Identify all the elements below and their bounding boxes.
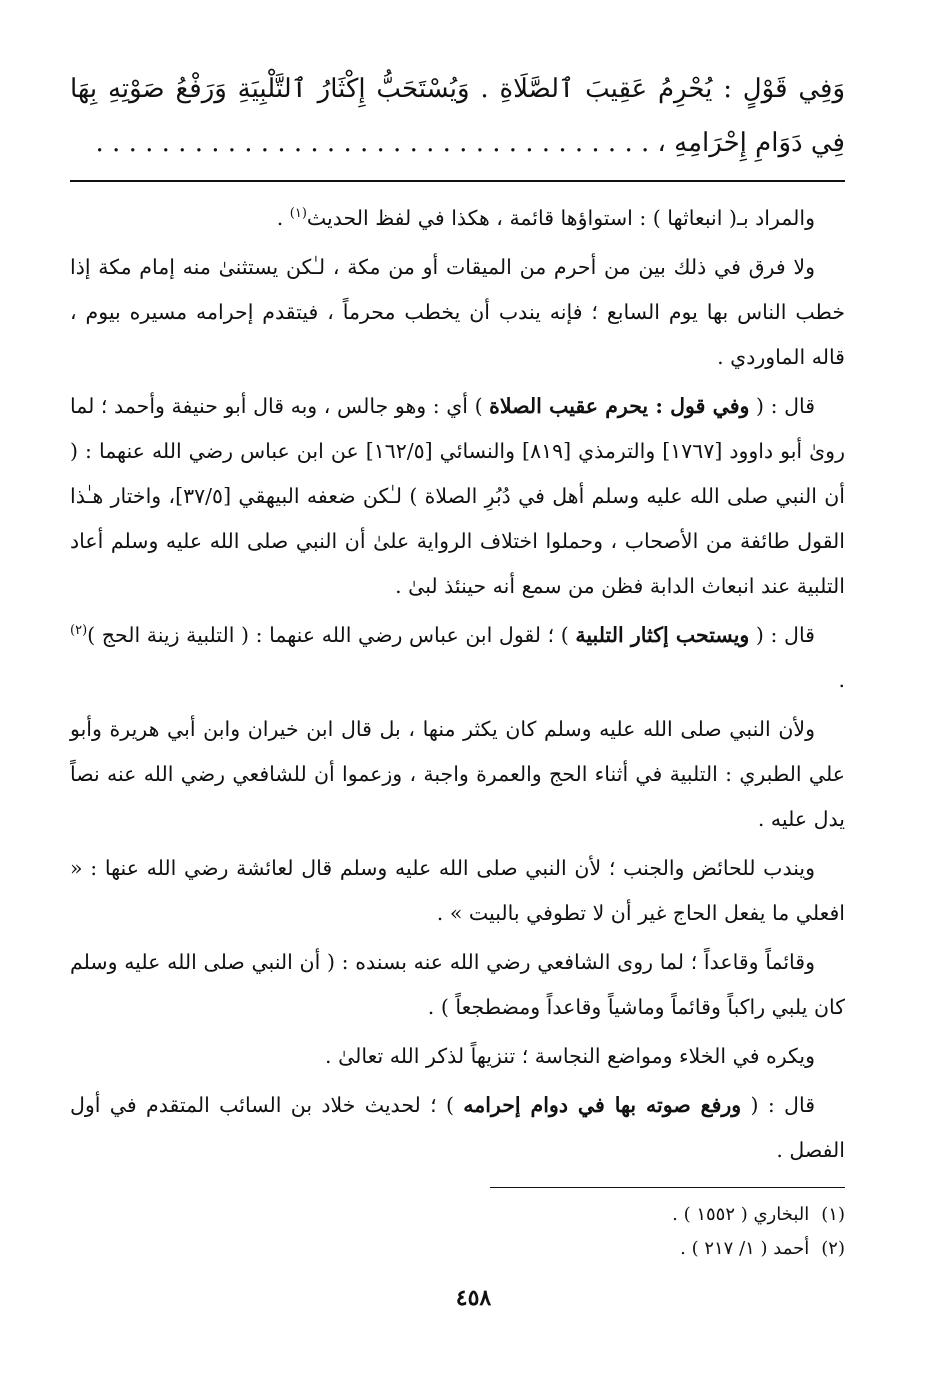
page-number: ٤٥٨ <box>455 1285 492 1311</box>
paragraph-9-pre: قال : ( <box>741 1093 815 1117</box>
quoted-matn: وفي قول : يحرم عقيب الصلاة <box>489 394 750 418</box>
footnotes <box>70 1198 845 1266</box>
paragraph-8: ويكره في الخلاء ومواضع النجاسة ؛ تنزيهاً لذكر الله تعالىٰ . <box>325 1044 815 1068</box>
footnote-ref-1[interactable]: (١) <box>289 206 307 222</box>
footnote-separator <box>490 1187 845 1188</box>
paragraph-5: ولأن النبي صلى الله عليه وسلم كان يكثر منها ، بل قال ابن خيران وابن أبي هريرة وأبو علي الطبري : التلبية في أثناء الحج والعمرة واجبة ، وزعموا أن للشافعي رضي الله عنه نصاً يدل عليه . <box>70 717 845 831</box>
quoted-matn: ورفع صوته بها في دوام إحرامه <box>463 1093 742 1117</box>
paragraph-1-end: . <box>276 206 290 230</box>
footnote-number: (١) <box>821 1204 845 1225</box>
matn-line: وَفِي قَوْلٍ : يُحْرِمُ عَقِيبَ ٱلصَّلَاةِ . وَيُسْتَحَبُّ إِكْثَارُ ٱلتَّلْبِيَةِ وَرَفْعُ صَوْتِهِ بِهَا فِي دَوَامِ إِحْرَامِهِ ، <box>70 74 845 158</box>
paragraph-4-text: ) ؛ لقول ابن عباس رضي الله عنهما : ( التلبية زينة الحج ) <box>87 623 576 647</box>
paragraph-9 <box>70 1083 845 1173</box>
paragraph-3-pre: قال : ( <box>749 394 816 418</box>
paragraph-3 <box>70 384 845 609</box>
page-body <box>70 62 845 1266</box>
quoted-matn: ويستحب إكثار التلبية <box>575 623 750 647</box>
matn-dots: . . . . . . . . . . . . . . . . . . . . . . . . . . . . . . . . . . <box>95 128 650 158</box>
paragraph-4 <box>70 613 845 703</box>
footnote-text: أحمد ( ١/ ٢١٧ ) . <box>680 1238 810 1259</box>
paragraph-1-text: والمراد بـ( انبعاثها ) : استواؤها قائمة ، هكذا في لفظ الحديث <box>306 206 815 230</box>
footnote-ref-2[interactable]: (٢) <box>70 623 88 639</box>
footnote-number: (٢) <box>821 1238 845 1259</box>
footnote-1 <box>70 1198 845 1232</box>
paragraph-4-end: . <box>838 668 845 692</box>
paragraph-9-text: ) ؛ لحديث خلاد بن السائب المتقدم في أول الفصل . <box>70 1093 845 1162</box>
matn-text <box>70 62 845 170</box>
matn-separator <box>70 180 845 182</box>
paragraph-7: وقائماً وقاعداً ؛ لما روى الشافعي رضي الله عنه بسنده : ( أن النبي صلى الله عليه وسلم كان يلبي راكباً وقائماً وماشياً وقاعداً ومضطجعاً ) . <box>70 950 845 1019</box>
footnote-text: البخاري ( ١٥٥٢ ) . <box>672 1204 810 1225</box>
paragraph-6: ويندب للحائض والجنب ؛ لأن النبي صلى الله عليه وسلم قال لعائشة رضي الله عنها : « افعلي ما يفعل الحاج غير أن لا تطوفي بالبيت » . <box>70 856 845 925</box>
footnote-2 <box>70 1232 845 1266</box>
commentary <box>70 196 845 1173</box>
paragraph-4-pre: قال : ( <box>749 623 815 647</box>
paragraph-3-text: ) أي : وهو جالس ، وبه قال أبو حنيفة وأحمد ؛ لما روىٰ أبو داوود [١٧٦٧] والترمذي [٨١٩] والنسائي [١٦٢/٥] عن ابن عباس رضي الله عنهما : ( أن النبي صلى الله عليه وسلم أهل في دُبُرِ الصلاة ) لـٰكن ضعفه البيهقي [٣٧/٥]، واختار هـٰذا القول طائفة من الأصحاب ، وحملوا اختلاف الرواية علىٰ أن النبي صلى الله عليه وسلم أعاد التلبية عند انبعاث الدابة فظن من سمع أنه حينئذ لبىٰ . <box>70 394 845 598</box>
paragraph-1 <box>70 196 845 241</box>
paragraph-2: ولا فرق في ذلك بين من أحرم من الميقات أو من مكة ، لـٰكن يستثنىٰ منه إمام مكة إذا خطب الناس بها يوم السابع ؛ فإنه يندب أن يخطب محرماً ، فيتقدم إحرامه مسيره بيوم ، قاله الماوردي . <box>70 255 845 369</box>
